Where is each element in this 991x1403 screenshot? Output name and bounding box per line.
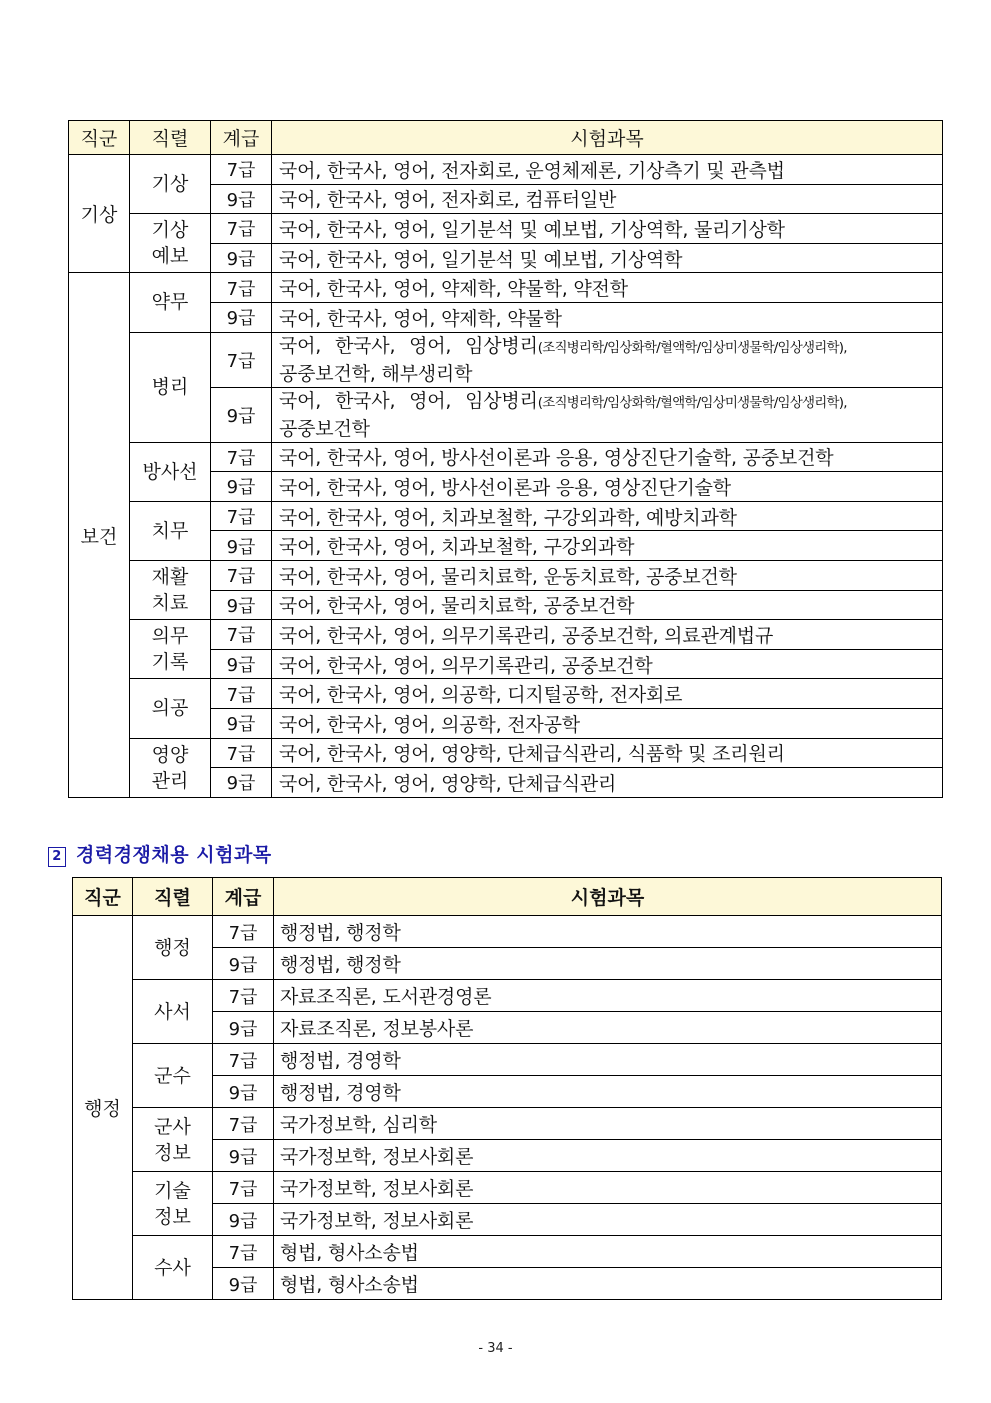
header-subjects: 시험과목	[272, 121, 943, 155]
subjects-cell: 국어, 한국사, 영어, 방사선이론과 응용, 영상진단기술학	[272, 472, 943, 502]
subjects-cell: 국어, 한국사, 영어, 물리치료학, 운동치료학, 공중보건학	[272, 560, 943, 590]
table-row	[69, 273, 943, 303]
subjects-cell: 국어, 한국사, 영어, 전자회로, 운영체제론, 기상측기 및 관측법	[272, 155, 943, 185]
subjects-detail: (조직병리학/임상화학/혈액학/임상미생물학/임상생리학),	[537, 339, 847, 356]
subjects-cell: 국어, 한국사, 영어, 영양학, 단체급식관리, 식품학 및 조리원리	[272, 738, 943, 768]
series-cell: 군수	[133, 1044, 213, 1108]
subjects-table-career	[72, 877, 942, 1300]
subjects-main: 국어, 한국사, 영어, 임상병리	[279, 389, 538, 412]
table-row	[69, 442, 943, 472]
grade-cell: 9급	[213, 1012, 274, 1044]
grade-cell: 9급	[213, 1204, 274, 1236]
subjects-cell: 국가정보학, 심리학	[274, 1108, 942, 1140]
subjects-cell: 행정법, 경영학	[274, 1076, 942, 1108]
grade-cell: 7급	[211, 155, 272, 185]
subjects-cell: 행정법, 행정학	[274, 948, 942, 980]
subjects-cell: 국어, 한국사, 영어, 의공학, 전자공학	[272, 708, 943, 738]
series-cell: 치무	[130, 501, 211, 560]
grade-cell: 9급	[211, 531, 272, 561]
group-cell: 행정	[73, 916, 133, 1300]
group-cell: 기상	[69, 155, 130, 273]
subjects-cell: 국어, 한국사, 영어, 의무기록관리, 공중보건학, 의료관계법규	[272, 620, 943, 650]
grade-cell: 9급	[211, 184, 272, 214]
header-grade: 계급	[213, 878, 274, 916]
subjects-cell: 자료조직론, 도서관경영론	[274, 980, 942, 1012]
grade-cell: 7급	[211, 560, 272, 590]
subjects-cell: 국어, 한국사, 영어, 임상병리(조직병리학/임상화학/혈액학/임상미생물학/임상생리학), 공중보건학	[272, 387, 943, 442]
series-cell: 병리	[130, 332, 211, 442]
grade-cell: 7급	[213, 1236, 274, 1268]
grade-cell: 9급	[211, 472, 272, 502]
section-heading	[48, 840, 272, 867]
series-cell: 수사	[133, 1236, 213, 1300]
header-series: 직렬	[133, 878, 213, 916]
series-cell: 기상 예보	[130, 214, 211, 273]
series-cell: 의무 기록	[130, 620, 211, 679]
subjects-cell: 국어, 한국사, 영어, 일기분석 및 예보법, 기상역학, 물리기상학	[272, 214, 943, 244]
grade-cell: 9급	[211, 649, 272, 679]
grade-cell: 7급	[211, 620, 272, 650]
series-cell: 의공	[130, 679, 211, 738]
grade-cell: 9급	[211, 387, 272, 442]
grade-cell: 7급	[211, 679, 272, 709]
grade-cell: 9급	[211, 302, 272, 332]
subjects-cell: 국가정보학, 정보사회론	[274, 1140, 942, 1172]
subjects-main: 국어, 한국사, 영어, 임상병리	[279, 334, 538, 357]
grade-cell: 7급	[211, 442, 272, 472]
table-row	[69, 738, 943, 768]
grade-cell: 9급	[213, 1140, 274, 1172]
grade-cell: 7급	[213, 1172, 274, 1204]
grade-cell: 7급	[211, 332, 272, 387]
subjects-cell: 국어, 한국사, 영어, 일기분석 및 예보법, 기상역학	[272, 243, 943, 273]
series-cell: 재활 치료	[130, 560, 211, 619]
table-row	[69, 620, 943, 650]
series-cell: 행정	[133, 916, 213, 980]
table-header-row	[73, 878, 942, 916]
table-row	[73, 1044, 942, 1076]
table-row	[73, 1108, 942, 1140]
series-cell: 기상	[130, 155, 211, 214]
table-row	[73, 916, 942, 948]
subjects-cell: 국어, 한국사, 영어, 의무기록관리, 공중보건학	[272, 649, 943, 679]
grade-cell: 7급	[211, 214, 272, 244]
subjects-cell: 국어, 한국사, 영어, 약제학, 약물학	[272, 302, 943, 332]
subjects-cell: 행정법, 경영학	[274, 1044, 942, 1076]
header-group: 직군	[73, 878, 133, 916]
subjects-cell: 형법, 형사소송법	[274, 1268, 942, 1300]
grade-cell: 7급	[213, 980, 274, 1012]
header-grade: 계급	[211, 121, 272, 155]
grade-cell: 7급	[211, 273, 272, 303]
subjects-detail: (조직병리학/임상화학/혈액학/임상미생물학/임상생리학),	[537, 394, 847, 411]
subjects-cell: 국어, 한국사, 영어, 치과보철학, 구강외과학	[272, 531, 943, 561]
table-row	[69, 332, 943, 387]
subjects-cell: 국가정보학, 정보사회론	[274, 1172, 942, 1204]
grade-cell: 9급	[211, 590, 272, 620]
page-number: - 34 -	[478, 1341, 513, 1356]
subjects-cell: 자료조직론, 정보봉사론	[274, 1012, 942, 1044]
subjects-cell: 국어, 한국사, 영어, 약제학, 약물학, 약전학	[272, 273, 943, 303]
series-cell: 사서	[133, 980, 213, 1044]
subjects-cell: 행정법, 행정학	[274, 916, 942, 948]
header-series: 직렬	[130, 121, 211, 155]
series-cell: 기술 정보	[133, 1172, 213, 1236]
series-cell: 군사 정보	[133, 1108, 213, 1172]
grade-cell: 7급	[211, 738, 272, 768]
section-number-box: 2	[48, 847, 66, 867]
table-row	[73, 1172, 942, 1204]
grade-cell: 9급	[213, 1268, 274, 1300]
subjects-cell: 국어, 한국사, 영어, 영양학, 단체급식관리	[272, 768, 943, 798]
header-subjects: 시험과목	[274, 878, 942, 916]
section-title: 경력경쟁채용 시험과목	[76, 844, 272, 866]
grade-cell: 7급	[213, 1108, 274, 1140]
grade-cell: 9급	[211, 708, 272, 738]
grade-cell: 9급	[211, 768, 272, 798]
subjects-cell: 국어, 한국사, 영어, 의공학, 디지털공학, 전자회로	[272, 679, 943, 709]
subjects-cell: 국어, 한국사, 영어, 방사선이론과 응용, 영상진단기술학, 공중보건학	[272, 442, 943, 472]
grade-cell: 7급	[211, 501, 272, 531]
grade-cell: 7급	[213, 1044, 274, 1076]
table-row	[73, 980, 942, 1012]
subjects-cell: 형법, 형사소송법	[274, 1236, 942, 1268]
subjects-cell: 국가정보학, 정보사회론	[274, 1204, 942, 1236]
subjects-cell: 국어, 한국사, 영어, 임상병리(조직병리학/임상화학/혈액학/임상미생물학/임상생리학), 공중보건학, 해부생리학	[272, 332, 943, 387]
subjects-cell: 국어, 한국사, 영어, 치과보철학, 구강외과학, 예방치과학	[272, 501, 943, 531]
table-row	[69, 155, 943, 185]
grade-cell: 9급	[213, 948, 274, 980]
grade-cell: 7급	[213, 916, 274, 948]
grade-cell: 9급	[213, 1076, 274, 1108]
series-cell: 방사선	[130, 442, 211, 501]
subjects-cell: 국어, 한국사, 영어, 전자회로, 컴퓨터일반	[272, 184, 943, 214]
table-row	[73, 1236, 942, 1268]
subjects-table-open	[68, 120, 943, 798]
table-header-row	[69, 121, 943, 155]
group-cell: 보건	[69, 273, 130, 797]
table-row	[69, 560, 943, 590]
series-cell: 약무	[130, 273, 211, 332]
grade-cell: 9급	[211, 243, 272, 273]
table-row	[69, 214, 943, 244]
header-group: 직군	[69, 121, 130, 155]
subjects-cell: 국어, 한국사, 영어, 물리치료학, 공중보건학	[272, 590, 943, 620]
series-cell: 영양 관리	[130, 738, 211, 797]
table-row	[69, 501, 943, 531]
table-row	[69, 679, 943, 709]
